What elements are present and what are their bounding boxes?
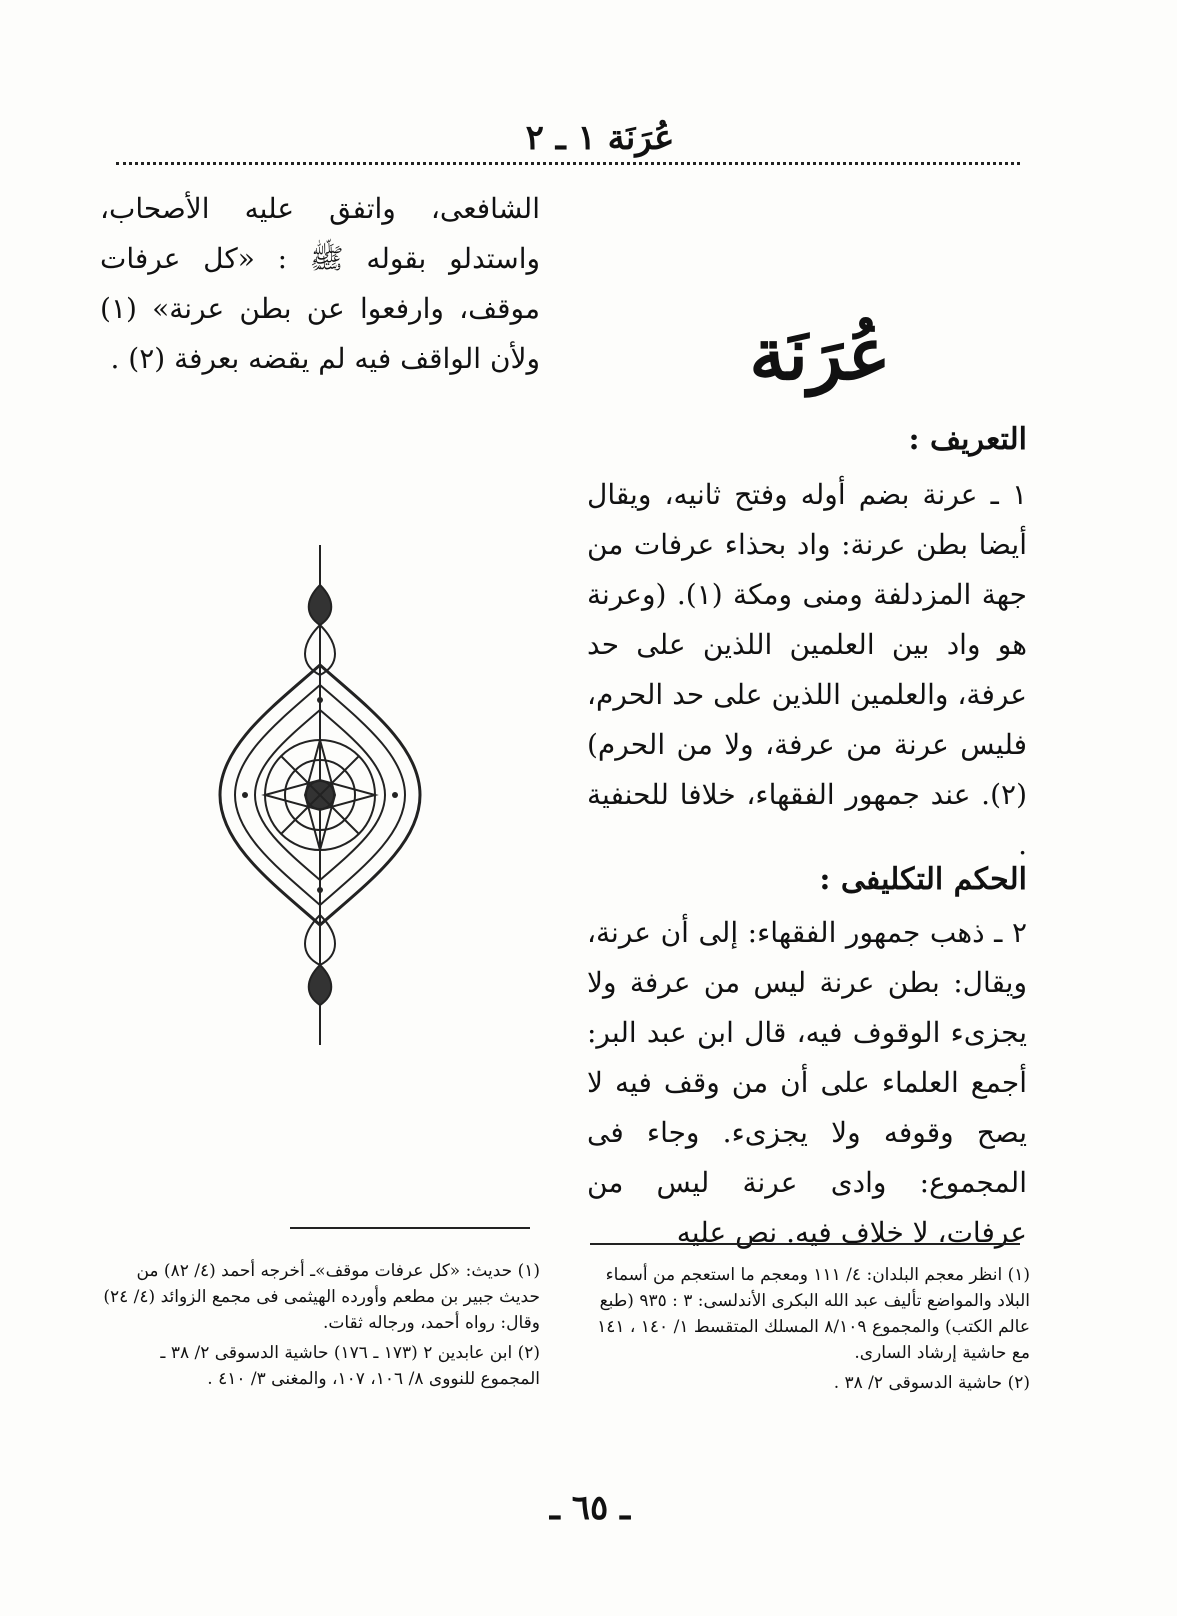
- page-number: ـ ٦٥ ـ: [549, 1488, 631, 1528]
- entry-title: عُرَنَة: [749, 311, 891, 396]
- footnotes-left: [100, 1258, 540, 1396]
- footnote-left-1: (١) حديث: «كل عرفات موقف»ـ أخرجه أحمد (٤/ ٨٢) من حديث جبير بن مطعم وأورده الهيثمى فى مجمع الزوائد (٤/ ٢٤) وقال: رواه أحمد، ورجاله ثقات.: [103, 1261, 540, 1333]
- footnote-right-2: (٢) حاشية الدسوقى ٢/ ٣٨ .: [833, 1373, 1030, 1393]
- definition-paragraph: ١ ـ عرنة بضم أوله وفتح ثانيه، ويقال أيضا بطن عرنة: واد بحذاء عرفات من جهة المزدلفة ومنى ومكة (١). (وعرنة هو واد بين العلمين اللذين على حد عرفة، والعلمين اللذين على حد الحرم، فليس عرنة من عرفة، ولا من الحرم) (٢). عند جمهور الفقهاء، خلافا للحنفية .: [587, 478, 1027, 861]
- footnote-right-1: (١) انظر معجم البلدان: ٤/ ١١١ ومعجم ما استعجم من أسماء البلاد والمواضع تأليف عبد الله البكرى الأندلسى: ٣ : ٩٣٥ (طبع عالم الكتب) والمجموع ٨/١٠٩ المسلك المتقسط ١/ ١٤٠ ، ١٤١ مع حاشية إرشاد السارى.: [597, 1265, 1030, 1363]
- header-dotted-rule: [116, 162, 1020, 165]
- footnote-left-2: (٢) ابن عابدين ٢ (١٧٣ ـ ١٧٦) حاشية الدسوقى ٢/ ٣٨ ـ المجموع للنووى ٨/ ١٠٦، ١٠٧، والمغنى ٣/ ٤١٠ .: [160, 1343, 540, 1389]
- ruling-heading: الحكم التكليفى :: [819, 862, 1027, 897]
- footnote-rule-right: [590, 1243, 1020, 1245]
- definition-heading: التعريف :: [908, 422, 1027, 457]
- arabesque-ornament-icon: [215, 545, 425, 1045]
- footnotes-right: [590, 1262, 1030, 1400]
- footnote-rule-left: [290, 1227, 530, 1229]
- left-column-text: الشافعى، واتفق عليه الأصحاب، واستدلو بقوله ﷺ : «كل عرفات موقف، وارفعوا عن بطن عرنة» (١) ولأن الواقف فيه لم يقضه بعرفة (٢) .: [100, 192, 540, 375]
- ruling-paragraph: ٢ ـ ذهب جمهور الفقهاء: إلى أن عرنة، ويقال: بطن عرنة ليس من عرفة ولا يجزىء الوقوف فيه، قال ابن عبد البر: أجمع العلماء على أن من وقف فيه لا يصح وقوفه ولا يجزىء. وجاء فى المجموع: وادى عرنة ليس من عرفات، لا خلاف فيه. نص عليه: [587, 916, 1027, 1249]
- running-head: عُرَنَة ١ ـ ٢: [525, 118, 675, 158]
